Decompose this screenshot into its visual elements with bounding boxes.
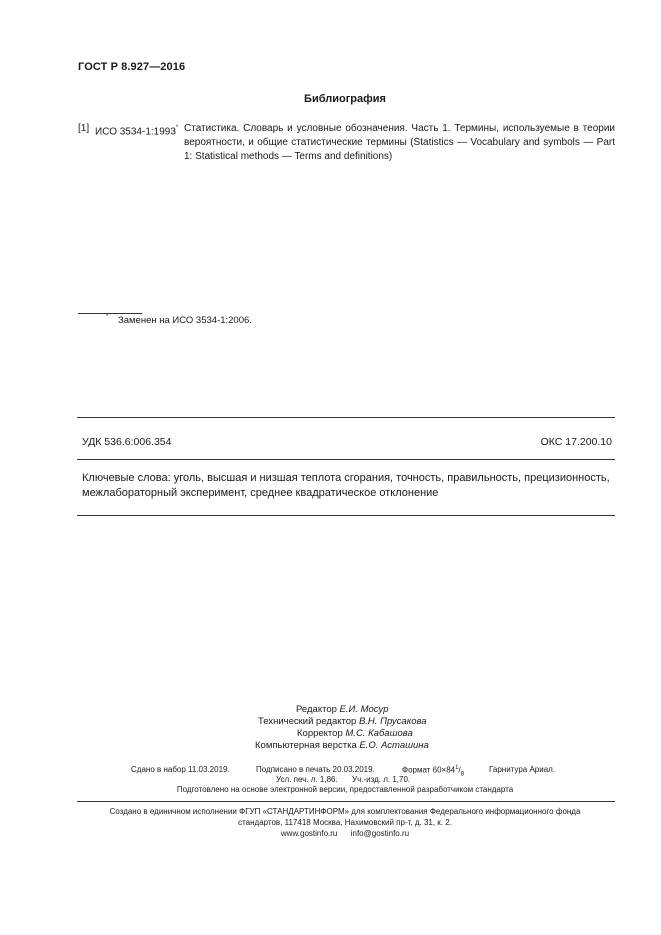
format-fraction-den: 8 bbox=[460, 771, 465, 778]
print-typeface: Гарнитура Ариал. bbox=[489, 765, 556, 774]
credit-name: Е.О. Асташина bbox=[359, 740, 429, 751]
publisher-sheets: Уч.-изд. л. 1,70. bbox=[352, 775, 411, 784]
print-signed: Подписано в печать 20.03.2019. bbox=[256, 765, 375, 774]
udk-code: УДК 536.6:006.354 bbox=[82, 436, 172, 448]
print-submitted: Сдано в набор 11.03.2019. bbox=[131, 765, 230, 774]
imprint-contacts bbox=[0, 829, 661, 838]
credit-label: Технический редактор bbox=[258, 716, 357, 727]
entry-note-mark: * bbox=[175, 125, 179, 131]
entry-code-text: ИСО 3534-1:1993 bbox=[95, 126, 176, 138]
credit-label: Компьютерная верстка bbox=[255, 740, 357, 751]
credit-tech-editor bbox=[258, 716, 427, 727]
website-link[interactable]: www.gostinfo.ru bbox=[280, 829, 338, 838]
imprint-line-2: стандартов, 117418 Москва, Нахимовский пр-т, д. 31, к. 2. bbox=[238, 818, 452, 827]
keywords: Ключевые слова: уголь, высшая и низшая теплота сгорания, точность, правильность, прецизионность, межлабораторный эксперимент, среднее квадратическое отклонение bbox=[82, 472, 610, 499]
credit-editor bbox=[296, 704, 388, 715]
print-sheets: Усл. печ. л. 1,86. bbox=[276, 775, 338, 784]
footnote-mark: * bbox=[106, 314, 109, 320]
bibliography-heading: Библиография bbox=[304, 93, 386, 105]
credit-proofreader bbox=[297, 728, 413, 739]
divider-imprint bbox=[77, 801, 615, 802]
footnote-divider bbox=[78, 313, 142, 314]
credit-layout bbox=[255, 740, 429, 751]
standard-code: ГОСТ Р 8.927—2016 bbox=[78, 61, 186, 73]
imprint-line-1: Создано в единичном исполнении ФГУП «СТАНДАРТИНФОРМ» для комплектования Федерального информационного фонда bbox=[109, 807, 581, 816]
divider-bottom bbox=[77, 515, 615, 516]
credit-label: Корректор bbox=[297, 728, 343, 739]
entry-number: [1] bbox=[78, 123, 90, 134]
oks-code: ОКС 17.200.10 bbox=[540, 436, 612, 448]
entry-text: Статистика. Словарь и условные обозначения. Часть 1. Термины, используемые в теории вероятности, и общие статистические термины (Statistics — Vocabulary and symbols — Part 1: Statistical methods — Terms and definitions) bbox=[184, 123, 615, 162]
bibliography-entry bbox=[78, 122, 615, 164]
format-fraction-num: 1 bbox=[455, 765, 459, 771]
prepared-note: Подготовлено на основе электронной версии, предоставленной разработчиком стандарта bbox=[176, 785, 514, 794]
divider-middle bbox=[77, 459, 615, 460]
credit-name: В.Н. Прусакова bbox=[358, 716, 427, 727]
divider-top bbox=[77, 417, 615, 418]
email-link[interactable]: info@gostinfo.ru bbox=[350, 829, 410, 838]
footnote-text: Заменен на ИСО 3534-1:2006. bbox=[118, 315, 252, 326]
credit-name: Е.И. Мосур bbox=[339, 704, 389, 715]
entry-code bbox=[95, 122, 178, 139]
format-label: Формат 60×84 bbox=[402, 765, 456, 775]
credit-label: Редактор bbox=[296, 704, 337, 715]
credit-name: М.С. Кабашова bbox=[345, 728, 413, 739]
print-format: Формат $60\times 84^1/_8$ bbox=[402, 765, 465, 778]
